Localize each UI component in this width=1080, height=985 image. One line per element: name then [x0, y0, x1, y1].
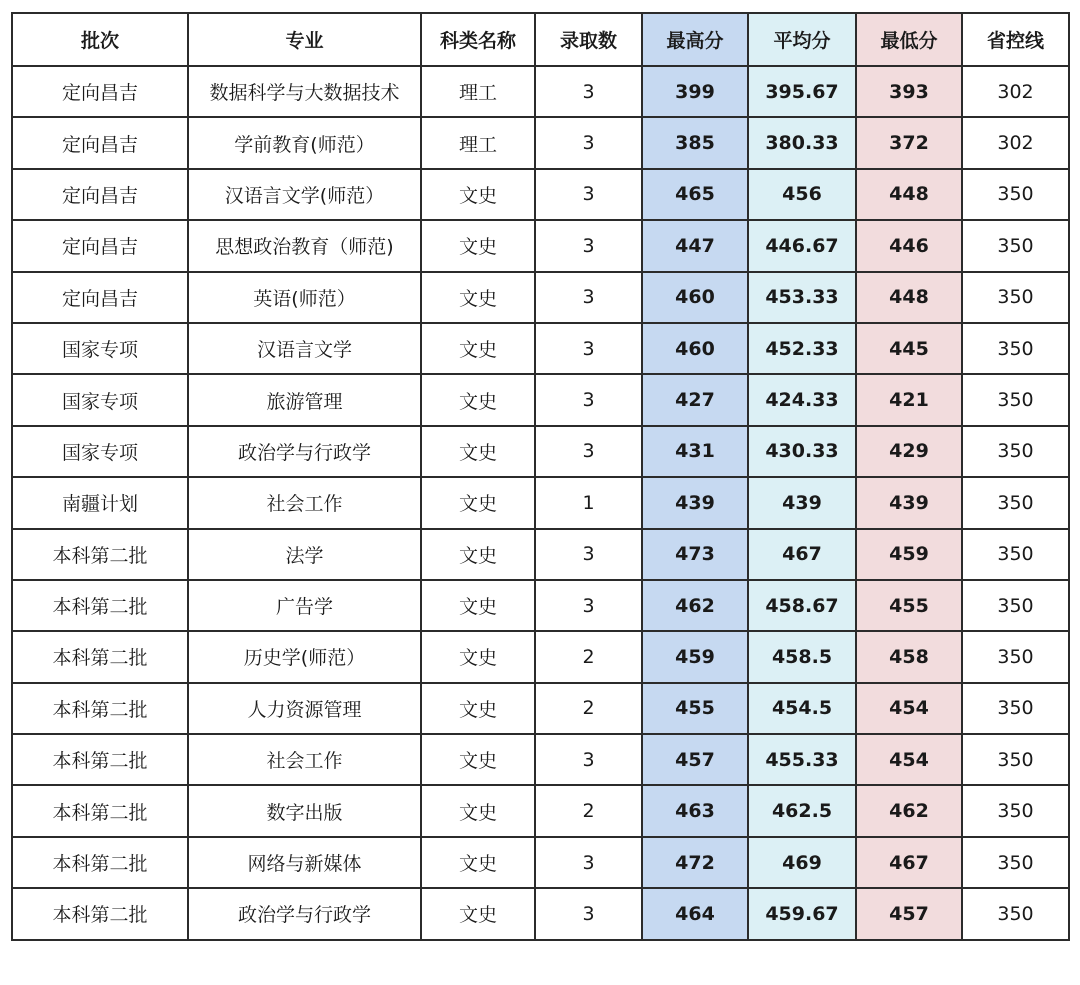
cell-control-line: 350 — [962, 580, 1069, 631]
cell-min-score: 459 — [856, 529, 962, 580]
cell-category: 文史 — [421, 169, 535, 220]
cell-max-score: 462 — [642, 580, 748, 631]
cell-avg-score: 446.67 — [748, 220, 856, 271]
table-row — [12, 888, 1069, 939]
cell-max-score: 473 — [642, 529, 748, 580]
cell-avg-score: 424.33 — [748, 374, 856, 425]
cell-avg-score: 439 — [748, 477, 856, 528]
cell-major: 社会工作 — [188, 734, 421, 785]
cell-admitted: 2 — [535, 785, 642, 836]
cell-batch: 本科第二批 — [12, 580, 188, 631]
cell-batch: 定向昌吉 — [12, 117, 188, 168]
cell-max-score: 472 — [642, 837, 748, 888]
cell-min-score: 446 — [856, 220, 962, 271]
cell-control-line: 350 — [962, 374, 1069, 425]
cell-max-score: 439 — [642, 477, 748, 528]
cell-control-line: 350 — [962, 785, 1069, 836]
cell-category: 文史 — [421, 888, 535, 939]
cell-admitted: 3 — [535, 66, 642, 117]
cell-batch: 南疆计划 — [12, 477, 188, 528]
cell-category: 文史 — [421, 426, 535, 477]
cell-batch: 本科第二批 — [12, 631, 188, 682]
cell-batch: 定向昌吉 — [12, 66, 188, 117]
cell-batch: 国家专项 — [12, 426, 188, 477]
cell-batch: 国家专项 — [12, 374, 188, 425]
table-row — [12, 169, 1069, 220]
table-row — [12, 477, 1069, 528]
cell-major: 政治学与行政学 — [188, 426, 421, 477]
cell-min-score: 454 — [856, 734, 962, 785]
cell-category: 文史 — [421, 580, 535, 631]
cell-max-score: 460 — [642, 323, 748, 374]
cell-batch: 本科第二批 — [12, 888, 188, 939]
cell-control-line: 350 — [962, 888, 1069, 939]
cell-max-score: 464 — [642, 888, 748, 939]
cell-control-line: 302 — [962, 117, 1069, 168]
cell-avg-score: 458.5 — [748, 631, 856, 682]
cell-major: 广告学 — [188, 580, 421, 631]
cell-control-line: 350 — [962, 426, 1069, 477]
cell-batch: 国家专项 — [12, 323, 188, 374]
cell-control-line: 350 — [962, 220, 1069, 271]
cell-category: 文史 — [421, 529, 535, 580]
cell-admitted: 3 — [535, 323, 642, 374]
cell-admitted: 3 — [535, 426, 642, 477]
cell-batch: 定向昌吉 — [12, 169, 188, 220]
cell-min-score: 457 — [856, 888, 962, 939]
cell-category: 文史 — [421, 272, 535, 323]
cell-control-line: 350 — [962, 169, 1069, 220]
cell-major: 英语(师范） — [188, 272, 421, 323]
cell-control-line: 350 — [962, 272, 1069, 323]
cell-category: 文史 — [421, 220, 535, 271]
cell-max-score: 427 — [642, 374, 748, 425]
cell-major: 旅游管理 — [188, 374, 421, 425]
table-row — [12, 580, 1069, 631]
admission-score-table — [11, 12, 1070, 941]
header-batch: 批次 — [12, 13, 188, 66]
table-row — [12, 529, 1069, 580]
cell-control-line: 350 — [962, 323, 1069, 374]
cell-min-score: 393 — [856, 66, 962, 117]
cell-batch: 本科第二批 — [12, 837, 188, 888]
table-row — [12, 683, 1069, 734]
table-row — [12, 785, 1069, 836]
cell-avg-score: 453.33 — [748, 272, 856, 323]
cell-min-score: 445 — [856, 323, 962, 374]
cell-min-score: 421 — [856, 374, 962, 425]
cell-major: 数字出版 — [188, 785, 421, 836]
cell-category: 文史 — [421, 631, 535, 682]
cell-admitted: 3 — [535, 374, 642, 425]
cell-control-line: 350 — [962, 477, 1069, 528]
cell-avg-score: 454.5 — [748, 683, 856, 734]
cell-major: 法学 — [188, 529, 421, 580]
cell-category: 文史 — [421, 837, 535, 888]
cell-max-score: 385 — [642, 117, 748, 168]
cell-control-line: 350 — [962, 631, 1069, 682]
cell-category: 文史 — [421, 683, 535, 734]
cell-category: 文史 — [421, 785, 535, 836]
cell-category: 理工 — [421, 66, 535, 117]
cell-min-score: 372 — [856, 117, 962, 168]
cell-admitted: 3 — [535, 837, 642, 888]
header-major: 专业 — [188, 13, 421, 66]
cell-major: 学前教育(师范） — [188, 117, 421, 168]
cell-max-score: 447 — [642, 220, 748, 271]
header-min-score: 最低分 — [856, 13, 962, 66]
cell-admitted: 3 — [535, 734, 642, 785]
cell-batch: 定向昌吉 — [12, 272, 188, 323]
cell-category: 文史 — [421, 323, 535, 374]
cell-category: 理工 — [421, 117, 535, 168]
cell-category: 文史 — [421, 734, 535, 785]
cell-min-score: 455 — [856, 580, 962, 631]
cell-min-score: 448 — [856, 169, 962, 220]
table-row — [12, 837, 1069, 888]
cell-avg-score: 430.33 — [748, 426, 856, 477]
table-row — [12, 323, 1069, 374]
cell-admitted: 3 — [535, 529, 642, 580]
cell-admitted: 2 — [535, 683, 642, 734]
header-category: 科类名称 — [421, 13, 535, 66]
header-max-score: 最高分 — [642, 13, 748, 66]
cell-major: 思想政治教育（师范) — [188, 220, 421, 271]
table-row — [12, 117, 1069, 168]
cell-category: 文史 — [421, 374, 535, 425]
cell-batch: 本科第二批 — [12, 785, 188, 836]
cell-avg-score: 458.67 — [748, 580, 856, 631]
cell-avg-score: 395.67 — [748, 66, 856, 117]
table-body — [12, 66, 1069, 940]
cell-max-score: 459 — [642, 631, 748, 682]
cell-batch: 定向昌吉 — [12, 220, 188, 271]
cell-admitted: 3 — [535, 169, 642, 220]
cell-max-score: 399 — [642, 66, 748, 117]
cell-avg-score: 462.5 — [748, 785, 856, 836]
cell-avg-score: 469 — [748, 837, 856, 888]
cell-avg-score: 452.33 — [748, 323, 856, 374]
cell-max-score: 431 — [642, 426, 748, 477]
cell-min-score: 462 — [856, 785, 962, 836]
cell-min-score: 454 — [856, 683, 962, 734]
cell-major: 汉语言文学 — [188, 323, 421, 374]
cell-admitted: 3 — [535, 117, 642, 168]
cell-batch: 本科第二批 — [12, 529, 188, 580]
cell-avg-score: 459.67 — [748, 888, 856, 939]
cell-major: 汉语言文学(师范） — [188, 169, 421, 220]
cell-max-score: 457 — [642, 734, 748, 785]
table-row — [12, 66, 1069, 117]
cell-avg-score: 456 — [748, 169, 856, 220]
table-row — [12, 272, 1069, 323]
cell-avg-score: 467 — [748, 529, 856, 580]
cell-batch: 本科第二批 — [12, 683, 188, 734]
cell-category: 文史 — [421, 477, 535, 528]
cell-major: 政治学与行政学 — [188, 888, 421, 939]
cell-avg-score: 380.33 — [748, 117, 856, 168]
table-row — [12, 374, 1069, 425]
cell-avg-score: 455.33 — [748, 734, 856, 785]
cell-major: 数据科学与大数据技术 — [188, 66, 421, 117]
cell-admitted: 2 — [535, 631, 642, 682]
cell-admitted: 1 — [535, 477, 642, 528]
cell-min-score: 439 — [856, 477, 962, 528]
cell-major: 网络与新媒体 — [188, 837, 421, 888]
cell-major: 历史学(师范） — [188, 631, 421, 682]
table-row — [12, 426, 1069, 477]
header-control-line: 省控线 — [962, 13, 1069, 66]
cell-control-line: 350 — [962, 734, 1069, 785]
cell-min-score: 448 — [856, 272, 962, 323]
cell-major: 人力资源管理 — [188, 683, 421, 734]
cell-control-line: 350 — [962, 837, 1069, 888]
cell-max-score: 465 — [642, 169, 748, 220]
cell-min-score: 429 — [856, 426, 962, 477]
cell-control-line: 302 — [962, 66, 1069, 117]
cell-min-score: 467 — [856, 837, 962, 888]
cell-admitted: 3 — [535, 580, 642, 631]
table-row — [12, 734, 1069, 785]
cell-control-line: 350 — [962, 683, 1069, 734]
header-admitted: 录取数 — [535, 13, 642, 66]
cell-max-score: 455 — [642, 683, 748, 734]
cell-admitted: 3 — [535, 888, 642, 939]
cell-admitted: 3 — [535, 220, 642, 271]
header-row — [12, 13, 1069, 66]
header-avg-score: 平均分 — [748, 13, 856, 66]
cell-max-score: 460 — [642, 272, 748, 323]
cell-max-score: 463 — [642, 785, 748, 836]
table-row — [12, 631, 1069, 682]
cell-major: 社会工作 — [188, 477, 421, 528]
cell-batch: 本科第二批 — [12, 734, 188, 785]
cell-admitted: 3 — [535, 272, 642, 323]
table-row — [12, 220, 1069, 271]
cell-control-line: 350 — [962, 529, 1069, 580]
cell-min-score: 458 — [856, 631, 962, 682]
